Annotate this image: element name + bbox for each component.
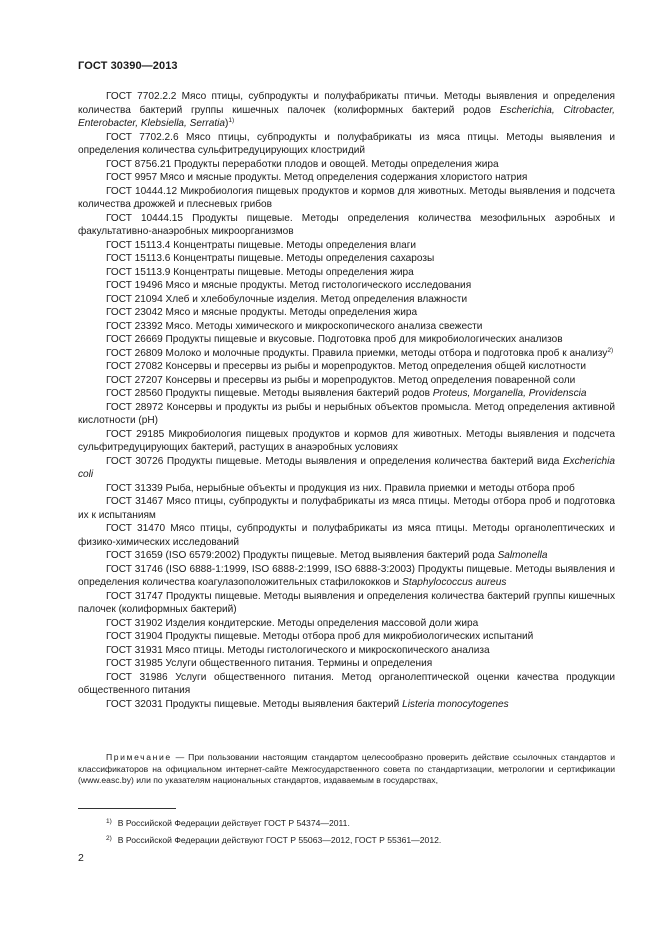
reference-item [78, 590, 615, 617]
normative-references-list [78, 90, 615, 711]
reference-text: ГОСТ 31904 Продукты пищевые. Методы отбора проб для микробиологических испытаний [106, 631, 534, 642]
reference-text: ГОСТ 31659 (ISO 6579:2002) Продукты пищевые. Метод выявления бактерий рода [106, 550, 498, 561]
footnote-text: В Российской Федерации действует ГОСТ Р 54374—2011. [117, 818, 350, 828]
footnote-mark: 1) [106, 818, 112, 825]
footnote-mark: 2) [106, 835, 112, 842]
reference-item [78, 171, 615, 185]
reference-item [78, 239, 615, 253]
reference-text: ГОСТ 31470 Мясо птицы, субпродукты и полуфабрикаты из мяса птицы. Методы органолептических и физико-химических исследований [78, 523, 615, 548]
reference-item [78, 185, 615, 212]
reference-item [78, 333, 615, 347]
reference-text: ГОСТ 23042 Мясо и мясные продукты. Методы определения жира [106, 307, 418, 318]
reference-item [78, 252, 615, 266]
footnote-marker: 1) [228, 117, 235, 124]
reference-text: ГОСТ 31902 Изделия кондитерские. Методы определения массовой доли жира [106, 617, 479, 629]
reference-text: ГОСТ 9957 Мясо и мясные продукты. Метод определения содержания хлористого натрия [106, 172, 528, 183]
reference-item [78, 522, 615, 549]
footnote-text: В Российской Федерации действуют ГОСТ Р 55063—2012, ГОСТ Р 55361—2012. [117, 835, 442, 845]
reference-item [78, 374, 615, 388]
reference-item [78, 549, 615, 563]
reference-text: ГОСТ 28560 Продукты пищевые. Методы выявления бактерий родов [106, 388, 433, 399]
taxon-name: Excherichia coli [78, 455, 615, 480]
document-header: ГОСТ 30390—2013 [78, 60, 178, 72]
reference-text: ГОСТ 29185 Микробиология пищевых продуктов и кормов для животных. Методы выявления и подсчета сульфитредуцирующих бактерий, растущих в анаэробных условиях [78, 428, 615, 453]
taxon-name: Salmonella [497, 550, 548, 561]
reference-item [78, 428, 615, 455]
reference-text: ГОСТ 27082 Консервы и пресервы из рыбы и морепродуктов. Метод определения общей кислотности [106, 361, 587, 372]
reference-text: ГОСТ 31467 Мясо птицы, субпродукты и полуфабрикаты из мяса птицы. Методы отбора проб и подготовка их к испытаниям [78, 496, 615, 521]
reference-item [78, 306, 615, 320]
reference-item [78, 455, 615, 482]
footnote-marker: 2) [607, 346, 614, 354]
reference-text: ) [225, 118, 229, 129]
reference-text: ГОСТ 31747 Продукты пищевые. Методы выявления и определения количества бактерий группы кишечных палочек (колиформных бактерий) [78, 590, 615, 615]
reference-item [78, 644, 615, 658]
reference-text: ГОСТ 31339 Рыба, нерыбные объекты и продукция из них. Правила приемки и методы отбора проб [106, 482, 575, 494]
note [78, 752, 615, 787]
footnote [78, 814, 615, 831]
reference-text: ГОСТ 7702.2.6 Мясо птицы, субпродукты и полуфабрикаты из мяса птицы. Методы выявления и определения количества сульфитредуцирующих клостридий [78, 131, 615, 156]
footnote-divider [78, 808, 176, 809]
reference-text: ГОСТ 8756.21 Продукты переработки плодов и овощей. Методы определения жира [106, 158, 499, 170]
reference-text: ГОСТ 21094 Хлеб и хлебобулочные изделия. Метод определения влажности [106, 293, 468, 305]
reference-item [78, 617, 615, 631]
note-label: Примечание [106, 752, 172, 762]
reference-text: ГОСТ 7702.2.2 Мясо птицы, субпродукты и полуфабрикаты птичьи. Методы выявления и определения количества бактерий группы кишечных палочек (колиформных бактерий родов [78, 91, 615, 116]
reference-text: ГОСТ 27207 Консервы и пресервы из рыбы и морепродуктов. Метод определения поваренной соли [106, 374, 576, 386]
reference-text: ГОСТ 26809 Молоко и молочные продукты. Правила приемки, методы отбора и подготовка проб к анализу [106, 347, 608, 359]
reference-item [78, 563, 615, 590]
reference-text: ГОСТ 15113.9 Концентраты пищевые. Методы определения жира [106, 266, 414, 278]
reference-item [78, 131, 615, 158]
reference-text: ГОСТ 26669 Продукты пищевые и вкусовые. Подготовка проб для микробиологических анализов [106, 334, 563, 345]
reference-item [78, 360, 615, 374]
reference-text: ГОСТ 31931 Мясо птицы. Методы гистологического и микроскопического анализа [106, 644, 490, 656]
reference-item [78, 266, 615, 280]
note-text: — При пользовании настоящим стандартом целесообразно проверить действие ссылочных стандартов и классификаторов на официальном интернет-сайте Межгосударственного совета по стандартизации, метрологии и сертификации (www.easc.by) или по указателям национальных стандартов, издаваемым в государствах, [78, 752, 615, 785]
reference-item [78, 293, 615, 307]
taxon-name: Proteus, Morganella, Providenscia [432, 388, 587, 399]
reference-text: ГОСТ 31985 Услуги общественного питания. Термины и определения [106, 658, 433, 669]
reference-text: ГОСТ 28972 Консервы и продукты из рыбы и нерыбных объектов промысла. Метод определения активной кислотности (pH) [78, 401, 615, 426]
reference-text: ГОСТ 15113.4 Концентраты пищевые. Методы определения влаги [106, 239, 417, 251]
reference-text: ГОСТ 15113.6 Концентраты пищевые. Методы определения сахарозы [106, 253, 435, 264]
reference-item [78, 401, 615, 428]
reference-text: ГОСТ 10444.12 Микробиология пищевых продуктов и кормов для животных. Методы выявления и подсчета количества дрожжей и плесневых грибов [78, 185, 615, 210]
reference-item [78, 347, 615, 361]
reference-item [78, 657, 615, 671]
reference-item [78, 698, 615, 712]
reference-text: ГОСТ 30726 Продукты пищевые. Методы выявления и определения количества бактерий вида [106, 455, 563, 467]
page-number: 2 [78, 852, 84, 864]
reference-item [78, 671, 615, 698]
reference-item [78, 482, 615, 496]
reference-item [78, 630, 615, 644]
reference-item [78, 158, 615, 172]
reference-item [78, 90, 615, 131]
reference-text: ГОСТ 23392 Мясо. Методы химического и микроскопического анализа свежести [106, 320, 483, 332]
reference-text: ГОСТ 19496 Мясо и мясные продукты. Метод гистологического исследования [106, 280, 472, 291]
reference-item [78, 495, 615, 522]
footnote [78, 831, 615, 848]
reference-text: ГОСТ 31746 (ISO 6888-1:1999, ISO 6888-2:1999, ISO 6888-3:2003) Продукты пищевые. Методы выявления и определения количества коагулазоположительных стафилококков и [78, 563, 615, 588]
taxon-name: Escherichia, Citrobacter, Enterobacter, Klebsiella, Serratia [78, 104, 615, 129]
reference-item [78, 387, 615, 401]
reference-item [78, 279, 615, 293]
reference-item [78, 320, 615, 334]
taxon-name: Staphylococcus aureus [402, 577, 507, 588]
reference-item [78, 212, 615, 239]
reference-text: ГОСТ 31986 Услуги общественного питания. Метод органолептической оценки качества продукции общественного питания [78, 671, 615, 696]
taxon-name: Listeria monocytogenes [402, 698, 509, 710]
footnotes [78, 814, 615, 848]
reference-text: ГОСТ 32031 Продукты пищевые. Методы выявления бактерий [106, 698, 403, 710]
reference-text: ГОСТ 10444.15 Продукты пищевые. Методы определения количества мезофильных аэробных и факультативно-анаэробных микроорганизмов [78, 212, 615, 237]
